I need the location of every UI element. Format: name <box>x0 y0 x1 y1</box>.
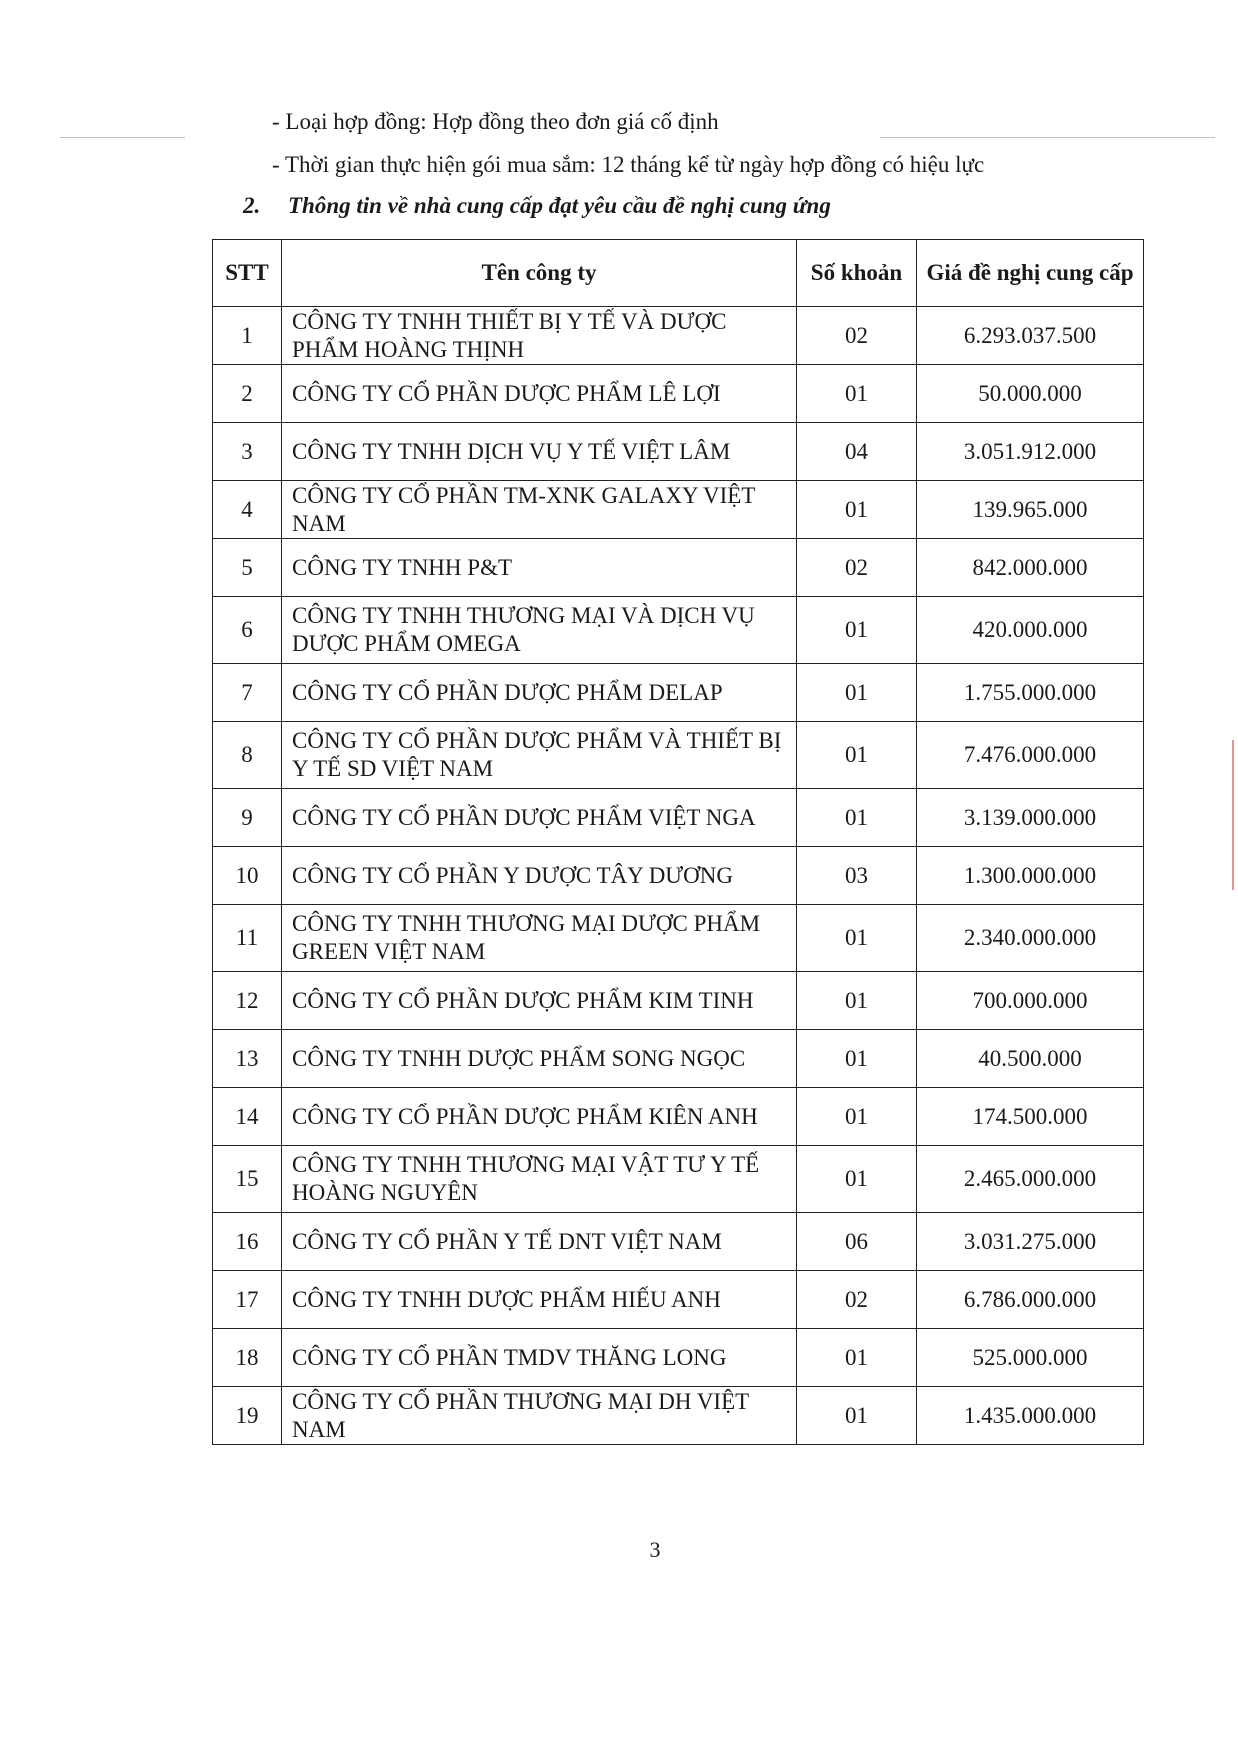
row-stt: 2 <box>213 365 282 423</box>
row-offer-price: 2.465.000.000 <box>917 1146 1144 1213</box>
row-company-name: CÔNG TY TNHH DỊCH VỤ Y TẾ VIỆT LÂM <box>282 423 797 481</box>
row-stt: 9 <box>213 789 282 847</box>
row-item-count: 01 <box>797 789 917 847</box>
row-offer-price: 3.031.275.000 <box>917 1213 1144 1271</box>
row-offer-price: 139.965.000 <box>917 481 1144 539</box>
row-offer-price: 50.000.000 <box>917 365 1144 423</box>
row-offer-price: 2.340.000.000 <box>917 905 1144 972</box>
row-item-count: 01 <box>797 905 917 972</box>
row-item-count: 01 <box>797 1030 917 1088</box>
row-stt: 11 <box>213 905 282 972</box>
page-number: 3 <box>649 1537 661 1562</box>
row-offer-price: 1.300.000.000 <box>917 847 1144 905</box>
row-stt: 19 <box>213 1387 282 1445</box>
table-row <box>213 972 1144 1030</box>
table-row <box>213 365 1144 423</box>
row-offer-price: 174.500.000 <box>917 1088 1144 1146</box>
row-item-count: 01 <box>797 1088 917 1146</box>
row-stt: 15 <box>213 1146 282 1213</box>
row-company-name: CÔNG TY CỔ PHẦN DƯỢC PHẨM KIM TINH <box>282 972 797 1030</box>
row-offer-price: 40.500.000 <box>917 1030 1144 1088</box>
row-company-name: CÔNG TY TNHH P&T <box>282 539 797 597</box>
row-company-name: CÔNG TY TNHH THƯƠNG MẠI DƯỢC PHẨM GREEN VIỆT NAM <box>282 905 797 972</box>
row-item-count: 06 <box>797 1213 917 1271</box>
row-offer-price: 1.435.000.000 <box>917 1387 1144 1445</box>
header-company: Tên công ty <box>282 240 797 307</box>
table-row <box>213 789 1144 847</box>
table-header-row <box>213 240 1144 307</box>
section-title: Thông tin về nhà cung cấp đạt yêu cầu đề nghị cung ứng <box>288 193 831 218</box>
section-heading <box>243 193 831 219</box>
row-company-name: CÔNG TY TNHH THƯƠNG MẠI VÀ DỊCH VỤ DƯỢC PHẨM OMEGA <box>282 597 797 664</box>
row-company-name: CÔNG TY CỔ PHẦN TM-XNK GALAXY VIỆT NAM <box>282 481 797 539</box>
table-row <box>213 1030 1144 1088</box>
row-company-name: CÔNG TY CỔ PHẦN TMDV THĂNG LONG <box>282 1329 797 1387</box>
table-row <box>213 1329 1144 1387</box>
row-stt: 17 <box>213 1271 282 1329</box>
table-row <box>213 481 1144 539</box>
table-row <box>213 1146 1144 1213</box>
row-stt: 8 <box>213 722 282 789</box>
row-offer-price: 525.000.000 <box>917 1329 1144 1387</box>
row-stt: 14 <box>213 1088 282 1146</box>
row-stt: 12 <box>213 972 282 1030</box>
table-row <box>213 847 1144 905</box>
row-company-name: CÔNG TY CỔ PHẦN DƯỢC PHẨM KIÊN ANH <box>282 1088 797 1146</box>
row-item-count: 01 <box>797 972 917 1030</box>
contract-type-line: - Loại hợp đồng: Hợp đồng theo đơn giá cố định <box>272 109 719 134</box>
table-row <box>213 1387 1144 1445</box>
row-stt: 16 <box>213 1213 282 1271</box>
header-stt: STT <box>213 240 282 307</box>
table-row <box>213 905 1144 972</box>
row-company-name: CÔNG TY TNHH DƯỢC PHẨM SONG NGỌC <box>282 1030 797 1088</box>
row-stt: 5 <box>213 539 282 597</box>
row-stt: 13 <box>213 1030 282 1088</box>
row-stt: 1 <box>213 307 282 365</box>
row-item-count: 02 <box>797 307 917 365</box>
header-count: Số khoản <box>797 240 917 307</box>
row-offer-price: 1.755.000.000 <box>917 664 1144 722</box>
table-row <box>213 722 1144 789</box>
row-item-count: 01 <box>797 597 917 664</box>
row-item-count: 02 <box>797 539 917 597</box>
table-row <box>213 539 1144 597</box>
row-item-count: 03 <box>797 847 917 905</box>
row-item-count: 01 <box>797 1387 917 1445</box>
row-item-count: 04 <box>797 423 917 481</box>
row-offer-price: 3.051.912.000 <box>917 423 1144 481</box>
row-item-count: 01 <box>797 1146 917 1213</box>
table-row <box>213 307 1144 365</box>
row-stt: 7 <box>213 664 282 722</box>
row-offer-price: 6.293.037.500 <box>917 307 1144 365</box>
row-item-count: 01 <box>797 481 917 539</box>
row-stt: 3 <box>213 423 282 481</box>
row-company-name: CÔNG TY CỔ PHẦN DƯỢC PHẨM LÊ LỢI <box>282 365 797 423</box>
row-stt: 18 <box>213 1329 282 1387</box>
scan-artifact-line-left <box>60 137 185 138</box>
margin-mark <box>1232 740 1234 890</box>
row-company-name: CÔNG TY CỔ PHẦN DƯỢC PHẨM DELAP <box>282 664 797 722</box>
duration-line: - Thời gian thực hiện gói mua sắm: 12 tháng kể từ ngày hợp đồng có hiệu lực <box>272 152 985 177</box>
row-item-count: 02 <box>797 1271 917 1329</box>
row-company-name: CÔNG TY TNHH THƯƠNG MẠI VẬT TƯ Y TẾ HOÀNG NGUYÊN <box>282 1146 797 1213</box>
row-offer-price: 420.000.000 <box>917 597 1144 664</box>
table-row <box>213 664 1144 722</box>
row-company-name: CÔNG TY CỔ PHẦN DƯỢC PHẨM VÀ THIẾT BỊ Y TẾ SD VIỆT NAM <box>282 722 797 789</box>
row-stt: 6 <box>213 597 282 664</box>
row-company-name: CÔNG TY TNHH THIẾT BỊ Y TẾ VÀ DƯỢC PHẨM HOÀNG THỊNH <box>282 307 797 365</box>
row-offer-price: 6.786.000.000 <box>917 1271 1144 1329</box>
table-row <box>213 597 1144 664</box>
row-offer-price: 700.000.000 <box>917 972 1144 1030</box>
table-row <box>213 1213 1144 1271</box>
row-stt: 4 <box>213 481 282 539</box>
table-body <box>213 307 1144 1445</box>
row-company-name: CÔNG TY TNHH DƯỢC PHẨM HIẾU ANH <box>282 1271 797 1329</box>
section-number: 2. <box>243 193 261 218</box>
table-row <box>213 1271 1144 1329</box>
row-offer-price: 7.476.000.000 <box>917 722 1144 789</box>
row-item-count: 01 <box>797 722 917 789</box>
scan-artifact-line-right <box>880 137 1215 138</box>
supplier-table <box>212 239 1144 1445</box>
table-row <box>213 423 1144 481</box>
row-company-name: CÔNG TY CỔ PHẦN Y TẾ DNT VIỆT NAM <box>282 1213 797 1271</box>
table-row <box>213 1088 1144 1146</box>
row-item-count: 01 <box>797 664 917 722</box>
header-price: Giá đề nghị cung cấp <box>917 240 1144 307</box>
row-company-name: CÔNG TY CỔ PHẦN Y DƯỢC TÂY DƯƠNG <box>282 847 797 905</box>
row-stt: 10 <box>213 847 282 905</box>
row-item-count: 01 <box>797 365 917 423</box>
row-offer-price: 842.000.000 <box>917 539 1144 597</box>
row-company-name: CÔNG TY CỔ PHẦN THƯƠNG MẠI DH VIỆT NAM <box>282 1387 797 1445</box>
row-offer-price: 3.139.000.000 <box>917 789 1144 847</box>
row-company-name: CÔNG TY CỔ PHẦN DƯỢC PHẨM VIỆT NGA <box>282 789 797 847</box>
row-item-count: 01 <box>797 1329 917 1387</box>
